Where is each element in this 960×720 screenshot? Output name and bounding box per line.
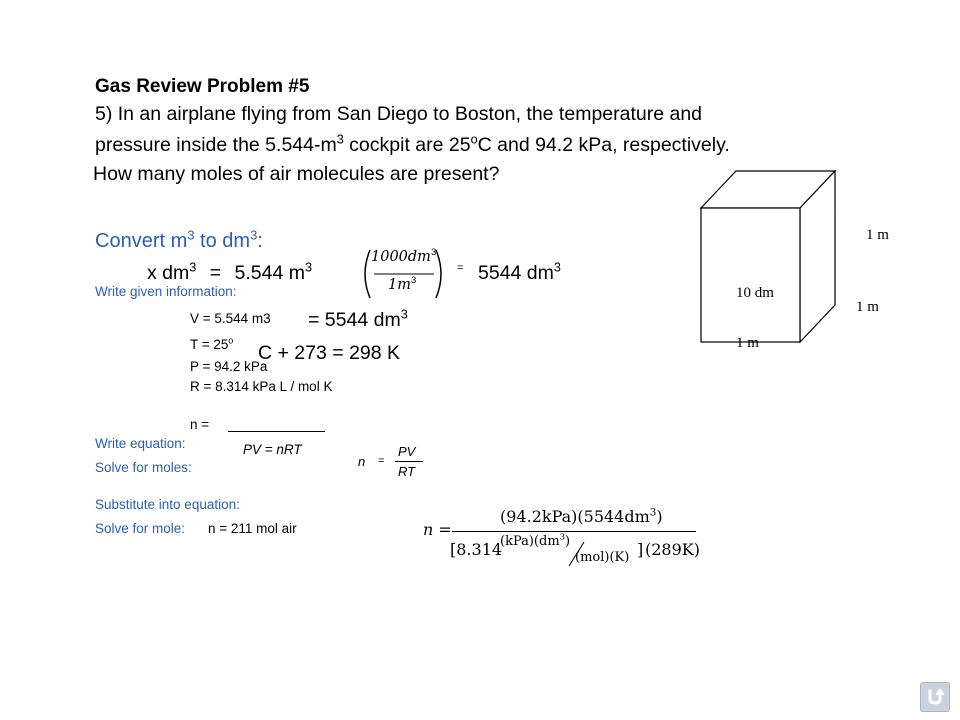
problem-line-3: How many moles of air molecules are present? xyxy=(93,163,500,185)
conversion-lhs: x $dm^3 = 5.544$ $m^3$ xyxy=(147,260,313,284)
write-equation-label: Write equation: xyxy=(95,436,186,451)
problem-line-1: 5) In an airplane flying from San Diego to Boston, the temperature and xyxy=(95,103,703,125)
solve-moles-label: Solve for moles: xyxy=(95,460,192,475)
cube-label-width: 1 m xyxy=(736,335,759,351)
return-button[interactable] xyxy=(920,682,950,712)
given-pressure: P = 94.2 kPa xyxy=(190,359,268,374)
given-label: Write given information: xyxy=(95,284,237,299)
substitute-label: Substitute into equation: xyxy=(95,497,240,512)
given-temperature-converted: C + 273 = 298 K xyxy=(258,342,401,364)
substituted-denominator-start: [8.314 xyxy=(450,540,503,559)
return-icon xyxy=(925,687,945,707)
substituted-fraction-bar xyxy=(452,531,696,532)
given-temperature: $T = 25^o$ xyxy=(190,335,234,352)
ideal-gas-law: PV = nRT xyxy=(243,442,302,457)
given-volume-converted: = 5544 $dm^3$ xyxy=(308,307,408,331)
cube-label-10dm: 10 dm xyxy=(736,285,774,301)
solved-denominator: RT xyxy=(398,464,416,479)
problem-title: Gas Review Problem #5 xyxy=(95,76,310,97)
problem-line-2: pressure inside the $5.544-m^3$ cockpit are 25$^o$C and 94.2 kPa, respectively. xyxy=(95,132,730,156)
solve-mole-label: Solve for mole: xyxy=(95,521,186,536)
substituted-n: n = xyxy=(423,520,452,539)
solved-n: n xyxy=(358,454,366,469)
substituted-denominator-bracket: ] xyxy=(637,540,644,559)
final-answer: n = 211 mol air xyxy=(208,521,297,536)
given-gas-constant: R = 8.314 kPa L / mol K xyxy=(190,379,333,394)
solved-numerator: PV xyxy=(398,444,416,459)
given-moles: n = xyxy=(190,417,210,432)
solved-fraction-bar xyxy=(395,461,423,462)
conversion-fraction-numerator: $1000dm^3$ xyxy=(371,246,437,265)
solved-equals: = xyxy=(378,455,385,467)
given-volume: V = 5.544 m3 xyxy=(190,311,271,326)
convert-heading: Convert $m^3$ to $dm^3$: xyxy=(95,227,263,252)
conversion-equals-small: = xyxy=(457,262,464,274)
cube-diagram xyxy=(696,168,896,348)
substituted-denominator-temp: (289K) xyxy=(645,540,700,559)
substituted-denominator-units-top: $(kPa)(dm^3)$ xyxy=(500,531,571,549)
cube-label-height: 1 m xyxy=(866,227,889,243)
conversion-fraction-denominator: $1m^3$ xyxy=(388,274,417,293)
cube-label-depth: 1 m xyxy=(856,299,879,315)
substituted-numerator: $(94.2kPa)(5544dm^3)$ xyxy=(500,506,663,526)
substituted-denominator-units-bottom: (mol)(K) xyxy=(575,550,630,565)
conversion-result: 5544 $dm^3$ xyxy=(478,260,561,284)
given-moles-blank xyxy=(228,431,325,432)
